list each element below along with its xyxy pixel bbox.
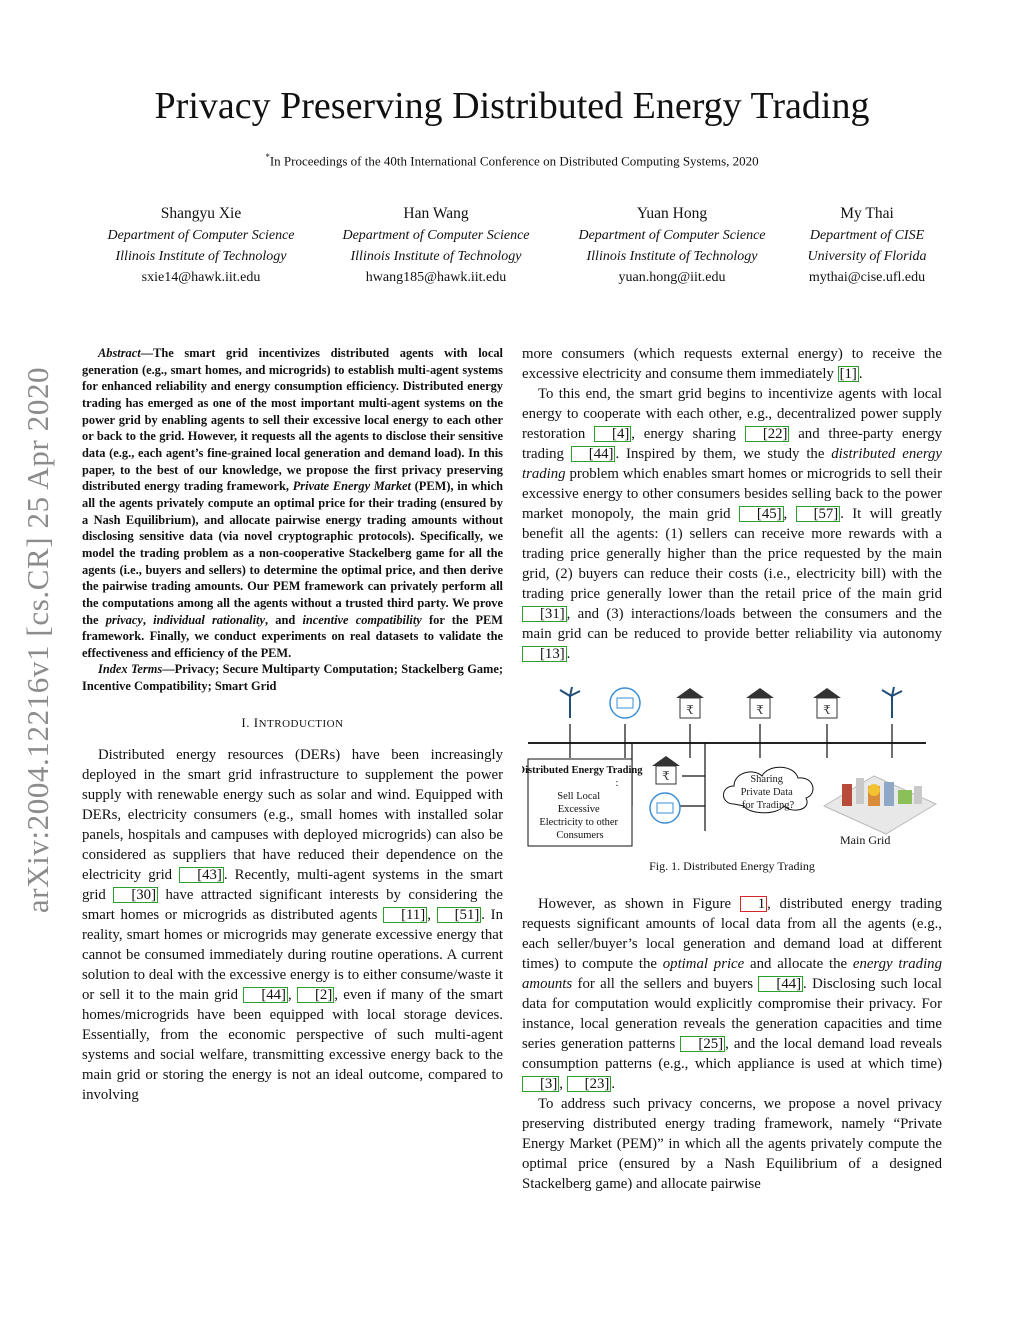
author-block: [84, 203, 944, 288]
citation-link[interactable]: [13]: [522, 646, 567, 662]
abstract: [82, 345, 503, 661]
abstract-text: (PEM), in which all the agents privately compute an optimal price for their trading (ensured by a Nash Equilibrium), and allocate pairwise energy trading amounts without disclosing sensitive data (via novel cryptographic protocols). Specifically, we model the trading problem as a non-cooperative Stackelberg game for all the agents (i.e., buyers and sellers) to determine the optimal price, and then derive the pairwise trading amounts. Our PEM framework can privately perform all the computations among all the agents without a trusted third party. We prove the: [82, 479, 503, 627]
author-2: [318, 203, 554, 288]
citation-link[interactable]: [11]: [383, 907, 427, 923]
abstract-text: ,: [142, 612, 154, 627]
author-email: hwang185@hawk.iit.edu: [365, 270, 507, 285]
cloud-line-2: Private Data: [740, 787, 793, 798]
main-grid-illustration: [824, 776, 936, 834]
author-name: Yuan Hong: [636, 205, 708, 222]
wind-turbine-icon: [560, 687, 580, 718]
arxiv-stamp: [8, 330, 68, 950]
arxiv-id: arXiv:2004.12216v1 [cs.CR] 25 Apr 2020: [20, 366, 55, 914]
citation-link[interactable]: [23]: [567, 1076, 612, 1092]
index-terms-label: Index Terms: [98, 662, 163, 677]
intro-paragraph-2: To this end, the smart grid begins to incentivize agents with local energy to cooperate with each other, e.g., decentralized power supply restoration [4] , energy sharing [22] and three-party energy trading [44] . Inspired by them, we study the distributed energy trading problem which enables smart homes or microgrids to sell their excessive energy to other consumers besides selling back to the power market monopoly, the main grid [45] , [57] . It will greatly benefit all the agents: (1) sellers can receive more rewards with a trading price generally higher than the price requested by the main grid, (2) buyers can reduce their costs (i.e., electricity bill) with the trading price generally lower than the retail price of the main grid [31] , and (3) interactions/loads between the consumers and the main grid can be reduced to provide better reliability via autonomy [13] .: [522, 386, 942, 662]
wind-turbine-icon: [882, 687, 902, 718]
citation-link[interactable]: [44]: [758, 976, 803, 992]
box-line-1: Sell Local: [557, 791, 601, 802]
cloud-line-3: for Trading?: [741, 800, 795, 811]
author-name: Shangyu Xie: [160, 205, 242, 222]
citation-link[interactable]: [4]: [594, 426, 631, 442]
author-dept: Department of Computer Science: [107, 228, 295, 243]
author-4: [790, 203, 944, 288]
citation-link[interactable]: [51]: [437, 907, 482, 923]
citation-link[interactable]: [44]: [243, 987, 288, 1003]
intro-paragraph-1-cont: more consumers (which requests external energy) to receive the excessive electricity and consume them immediately [1] .: [522, 346, 942, 382]
svg-text:₹: ₹: [686, 703, 694, 717]
abstract-keyword: individual rationality: [153, 612, 265, 627]
section-title-rest: NTRODUCTION: [258, 717, 344, 730]
solar-house-icon: [813, 688, 841, 718]
left-column: [82, 345, 503, 1105]
author-3: [554, 203, 790, 288]
abstract-keyword: incentive compatibility: [302, 612, 422, 627]
emphasis: distributed energy trading: [522, 446, 942, 482]
section-heading: [82, 715, 503, 731]
svg-text:Distributed Energy Trading: [522, 765, 643, 776]
citation-link[interactable]: [22]: [745, 426, 790, 442]
index-terms: [82, 661, 503, 694]
emphasis: energy trading amounts: [522, 956, 942, 992]
abstract-label: Abstract: [98, 346, 141, 360]
figure-caption: Fig. 1. Distributed Energy Trading: [649, 859, 815, 873]
author-inst: Illinois Institute of Technology: [115, 249, 287, 264]
citation-link[interactable]: [43]: [179, 867, 224, 883]
svg-text:₹: ₹: [662, 769, 670, 783]
box-line-4: Consumers: [556, 830, 604, 841]
citation-link[interactable]: [44]: [571, 446, 616, 462]
solar-house-icon: [676, 688, 704, 718]
citation-link[interactable]: [45]: [739, 506, 784, 522]
author-inst: Illinois Institute of Technology: [350, 249, 522, 264]
proceedings-note: [60, 152, 964, 169]
author-1: [84, 203, 318, 288]
microgrid-icon: [610, 688, 640, 718]
author-dept: Department of Computer Science: [578, 228, 766, 243]
author-inst: University of Florida: [807, 249, 927, 264]
abstract-text: —The smart grid incentivizes distributed agents with local generation (e.g., smart homes, and microgrids) to establish multi-agent systems for enhanced reliability and energy consumption efficiency. Distributed energy trading has emerged as one of the most important multi-agent systems on the power grid by enabling agents to sell their excessive local energy to each other or back to the grid. However, it requests all the agents to disclose their sensitive data (e.g., each agent’s fine-grained local generation and demand load). In this paper, to the best of our knowledge, we propose the first privacy preserving distributed energy trading framework,: [82, 346, 503, 494]
figure-link[interactable]: 1: [740, 896, 767, 912]
intro-paragraph-1: Distributed energy resources (DERs) have been increasingly deployed in the smart grid infrastructure to supplement the power supply with renewable energy such as solar and wind. Equipped with DERs, electricity consumers (e.g., small homes with installed solar panels, hospitals and campuses with deployed microgrids) can also be considered as suppliers that have reduced their dependence on the electricity grid [43] . Recently, multi-agent systems in the smart grid [30] have attracted significant interests by considering the smart homes or microgrids as distributed agents [11] , [51] . In reality, smart homes or microgrids may generate excessive energy that cannot be consumed immediately during routine operations. A current solution to deal with the excessive energy is to either consume/waste it or sell it to the main grid [44] , [2] , even if many of the smart homes/microgrids have been equipped with local storage devices. Essentially, from the economic perspective of such multi-agent systems and social welfare, transmitting excessive energy back to the main grid or storing the energy is not an ideal outcome, compared to involving: [82, 746, 504, 1103]
box-colon: :: [615, 778, 619, 789]
citation-link[interactable]: [1]: [839, 366, 857, 382]
box-line-3: Electricity to other: [539, 817, 619, 828]
solar-house-icon: [746, 688, 774, 718]
index-terms-text: —Privacy; Secure Multiparty Computation; Stackelberg Game; Incentive Compatibility; Smart Grid: [82, 662, 503, 694]
abstract-text: , and: [264, 612, 303, 627]
citation-link[interactable]: [2]: [297, 987, 334, 1003]
svg-text:₹: ₹: [823, 703, 831, 717]
microgrid-icon: [650, 793, 680, 823]
abstract-text: for the PEM framework. Finally, we conduct experiments on real datasets to validate the effectiveness and efficiency of the PEM.: [82, 612, 504, 660]
note-text: In Proceedings of the 40th International Conference on Distributed Computing Systems, 2020: [269, 153, 759, 169]
svg-text:₹: ₹: [756, 703, 764, 717]
intro-paragraph-4: To address such privacy concerns, we propose a novel privacy preserving distributed energy trading framework, namely “Private Energy Market (PEM)” in which all the agents privately compute the optimal price (ensured by a Nash Equilibrium of a designed Stackelberg game) and allocate pairwise: [522, 1096, 942, 1192]
svg-text::: [616, 778, 619, 789]
right-column: [522, 344, 942, 1194]
emphasis: optimal price: [662, 956, 745, 972]
author-dept: Department of CISE: [809, 228, 925, 243]
citation-link[interactable]: [31]: [522, 606, 567, 622]
author-name: Han Wang: [403, 205, 469, 222]
figure-1-diagram: [522, 686, 942, 851]
author-dept: Department of Computer Science: [342, 228, 530, 243]
author-email: sxie14@hawk.iit.edu: [141, 270, 261, 285]
citation-link[interactable]: [57]: [796, 506, 841, 522]
citation-link[interactable]: [25]: [680, 1036, 725, 1052]
author-email: mythai@cise.ufl.edu: [808, 270, 926, 285]
note-mark: *: [265, 152, 270, 162]
cloud-line-1: Sharing: [750, 774, 784, 785]
author-name: My Thai: [840, 205, 894, 222]
author-inst: Illinois Institute of Technology: [586, 249, 758, 264]
author-email: yuan.hong@iit.edu: [618, 270, 726, 285]
intro-paragraph-3: However, as shown in Figure 1 , distributed energy trading requests significant amounts of local data from all the agents (e.g., each seller/buyer’s local generation and demand load at different times) to compute the optimal price and allocate the energy trading amounts for all the sellers and buyers [44] . Disclosing such local data for computation would explicitly compromise their privacy. For instance, local generation reveals the generation capacities and time series generation patterns [25] , and the local demand load reveals consumption patterns (e.g., which appliance is used at which time) [3] , [23] .: [522, 896, 943, 1092]
box-bold-1: Distributed Energy Trading: [522, 765, 643, 776]
abstract-pem-name: Private Energy Market: [292, 479, 411, 494]
section-number: I.: [241, 714, 254, 730]
main-grid-label: Main Grid: [840, 833, 891, 847]
paper-title: Privacy Preserving Distributed Energy Trading: [154, 85, 870, 127]
box-line-2: Excessive: [557, 804, 600, 815]
section-title-initial: I: [253, 714, 259, 730]
citation-link[interactable]: [30]: [113, 887, 158, 903]
abstract-keyword: privacy: [105, 612, 143, 627]
solar-house-icon: [652, 756, 680, 784]
figure-1: [522, 686, 942, 851]
citation-link[interactable]: [3]: [522, 1076, 559, 1092]
